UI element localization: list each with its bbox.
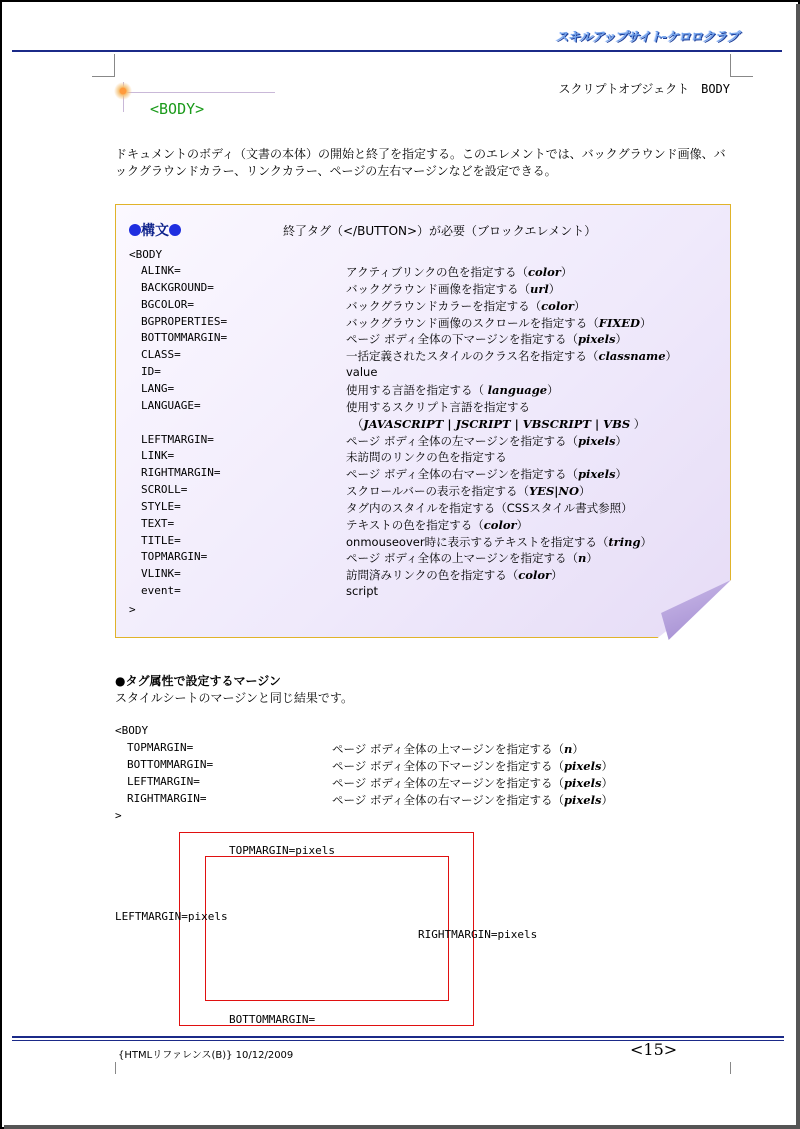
attribute-description: バックグラウンドカラーを指定する（color） — [346, 298, 586, 313]
margin-close-tag: > — [115, 809, 122, 822]
attribute-name: ID= — [141, 365, 161, 379]
attribute-argument: n — [578, 551, 587, 566]
attribute-row — [141, 399, 721, 416]
attribute-name: TOPMARGIN= — [141, 550, 208, 564]
attribute-name: VLINK= — [141, 567, 181, 581]
site-brand-logo: スキルアップサイト-ケロロクラブ — [555, 30, 738, 45]
attribute-name: LEFTMARGIN= — [127, 775, 200, 788]
attribute-row — [127, 758, 687, 775]
attribute-description: script — [346, 584, 379, 599]
margin-diagram-inner — [205, 856, 449, 1001]
section-label: スクリプトオブジェクト BODY — [558, 82, 730, 96]
attribute-row — [141, 483, 721, 500]
sparkle-icon — [112, 80, 134, 102]
attribute-argument: color — [518, 568, 552, 583]
attribute-name: TOPMARGIN= — [127, 741, 194, 754]
attribute-row — [141, 567, 721, 584]
attribute-name: LEFTMARGIN= — [141, 432, 214, 446]
attribute-argument: pixels — [578, 332, 616, 347]
page-number: <15> — [630, 1040, 678, 1059]
attribute-name: LANGUAGE= — [141, 398, 201, 412]
attribute-row — [141, 331, 721, 348]
attribute-name: event= — [141, 584, 181, 598]
attribute-description: バックグラウンド画像を指定する（url） — [346, 281, 561, 296]
diagram-top-label: TOPMARGIN=pixels — [229, 844, 335, 857]
attribute-row — [141, 416, 721, 433]
attribute-row — [127, 741, 687, 758]
attribute-name: LINK= — [141, 449, 175, 463]
attribute-name: BGPROPERTIES= — [141, 314, 228, 328]
attribute-name: BACKGROUND= — [141, 280, 214, 294]
attribute-description: 使用するスクリプト言語を指定する — [346, 399, 530, 414]
attribute-argument: pixels — [578, 433, 616, 448]
attribute-description: ページ ボディ全体の上マージンを指定する（n） — [346, 551, 598, 566]
attribute-description: value — [346, 365, 378, 380]
attribute-row — [141, 382, 721, 399]
attribute-argument: color — [541, 298, 574, 313]
attribute-argument: color — [528, 265, 561, 279]
attribute-name: LANG= — [141, 381, 175, 395]
syntax-close-tag: > — [129, 603, 136, 616]
attribute-argument: pixels — [578, 467, 616, 482]
syntax-note: 終了タグ（</BUTTON>）が必要（ブロックエレメント） — [283, 224, 597, 238]
crop-mark-top-left — [92, 54, 115, 77]
attribute-name: TEXT= — [141, 516, 175, 530]
intro-paragraph: ドキュメントのボディ（文書の本体）の開始と終了を指定する。このエレメントでは、バックグラウンド画像、バックグラウンドカラー、リンクカラー、ページの左右マージンなどを設定できる。 — [115, 147, 726, 178]
attribute-description: ページ ボディ全体の右マージンを指定する（pixels） — [346, 467, 627, 482]
attribute-description: onmouseover時に表示するテキストを指定する（tring） — [346, 534, 652, 549]
attribute-name: RIGHTMARGIN= — [127, 792, 207, 805]
attribute-row — [141, 264, 721, 281]
diagram-bottom-label: BOTTOMMARGIN= — [229, 1013, 316, 1026]
syntax-heading — [129, 220, 181, 240]
frame-shadow-right — [796, 4, 800, 1129]
attribute-row — [141, 348, 721, 365]
title-decoration-line — [120, 92, 275, 93]
attribute-row — [141, 433, 721, 450]
attribute-argument: pixels — [564, 759, 602, 773]
attribute-description: 未訪問のリンクの色を指定する — [346, 450, 507, 465]
margin-open-tag: <BODY — [115, 724, 149, 737]
attribute-description: スクロールバーの表示を指定する（YES|NO） — [346, 484, 591, 499]
attribute-argument: pixels — [564, 793, 602, 807]
diagram-right-label: RIGHTMARGIN=pixels — [418, 928, 538, 941]
attribute-description: ページ ボディ全体の下マージンを指定する（pixels） — [346, 332, 627, 347]
footer-rule — [12, 1036, 784, 1038]
attribute-argument: FIXED — [598, 315, 640, 330]
attribute-argument: language — [487, 382, 548, 397]
crop-mark-top-right — [730, 54, 753, 77]
attribute-description: バックグラウンド画像のスクロールを指定する（FIXED） — [346, 315, 652, 330]
syntax-heading-text: 構文 — [141, 223, 169, 239]
attribute-row — [141, 550, 721, 567]
attribute-name: BGCOLOR= — [141, 297, 194, 311]
attribute-row — [141, 500, 721, 517]
attribute-description: タグ内のスタイルを指定する（CSSスタイル書式参照） — [346, 500, 633, 515]
attribute-name: SCROLL= — [141, 483, 188, 497]
margin-section-subtitle: スタイルシートのマージンと同じ結果です。 — [115, 691, 353, 705]
attribute-name: CLASS= — [141, 348, 181, 362]
attribute-description: 使用する言語を指定する（ language） — [346, 382, 559, 397]
attribute-description: ページ ボディ全体の下マージンを指定する（pixels） — [332, 759, 613, 773]
attribute-description: ページ ボディ全体の左マージンを指定する（pixels） — [332, 776, 613, 790]
attribute-row — [127, 775, 687, 792]
attribute-row — [141, 517, 721, 534]
attribute-name: BOTTOMMARGIN= — [141, 331, 228, 345]
attribute-argument: url — [530, 281, 549, 296]
attribute-argument: color — [483, 517, 517, 532]
attribute-row — [141, 298, 721, 315]
attribute-row — [127, 792, 687, 809]
margin-section-heading: ●タグ属性で設定するマージン — [115, 674, 281, 688]
attribute-row — [141, 466, 721, 483]
attribute-description: （JAVASCRIPT | JSCRIPT | VBSCRIPT | VBS ） — [346, 416, 646, 431]
attribute-name: TITLE= — [141, 533, 181, 547]
page-title: <BODY> — [150, 100, 205, 118]
attribute-name: ALINK= — [141, 264, 181, 277]
attribute-description: 訪問済みリンクの色を指定する（color） — [346, 568, 563, 583]
diagram-left-label: LEFTMARGIN=pixels — [115, 910, 228, 923]
header-rule — [12, 50, 782, 52]
attribute-argument: JAVASCRIPT | JSCRIPT | VBSCRIPT | VBS — [363, 416, 631, 431]
attribute-name: RIGHTMARGIN= — [141, 466, 221, 480]
attribute-argument: n — [564, 742, 573, 756]
attribute-description: テキストの色を指定する（color） — [346, 517, 529, 532]
attribute-row — [141, 584, 721, 601]
attribute-description: ページ ボディ全体の左マージンを指定する（pixels） — [346, 433, 627, 448]
attribute-argument: YES|NO — [528, 484, 579, 499]
attribute-row — [141, 315, 721, 332]
attribute-argument: tring — [608, 534, 641, 549]
bullet-dot-icon — [129, 224, 141, 236]
attribute-description: ページ ボディ全体の右マージンを指定する（pixels） — [332, 793, 613, 807]
syntax-open-tag: <BODY — [129, 248, 163, 261]
attribute-description: 一括定義されたスタイルのクラス名を指定する（classname） — [346, 349, 678, 364]
attribute-row — [141, 534, 721, 551]
bullet-dot-icon — [169, 224, 181, 236]
attribute-name: STYLE= — [141, 499, 181, 513]
attribute-row — [141, 365, 721, 382]
footer-tick-left — [115, 1062, 116, 1074]
attribute-row — [141, 449, 721, 466]
attribute-name: BOTTOMMARGIN= — [127, 758, 214, 771]
footer-tick-right — [730, 1062, 731, 1074]
attribute-argument: pixels — [564, 776, 602, 790]
footer-reference: {HTMLリファレンス(B)} 10/12/2009 — [118, 1050, 294, 1061]
attribute-row — [141, 281, 721, 298]
attribute-description: アクティブリンクの色を指定する（color） — [346, 265, 573, 279]
frame-shadow — [4, 1125, 800, 1129]
attribute-argument: classname — [598, 349, 666, 364]
attribute-description: ページ ボディ全体の上マージンを指定する（n） — [332, 742, 584, 756]
